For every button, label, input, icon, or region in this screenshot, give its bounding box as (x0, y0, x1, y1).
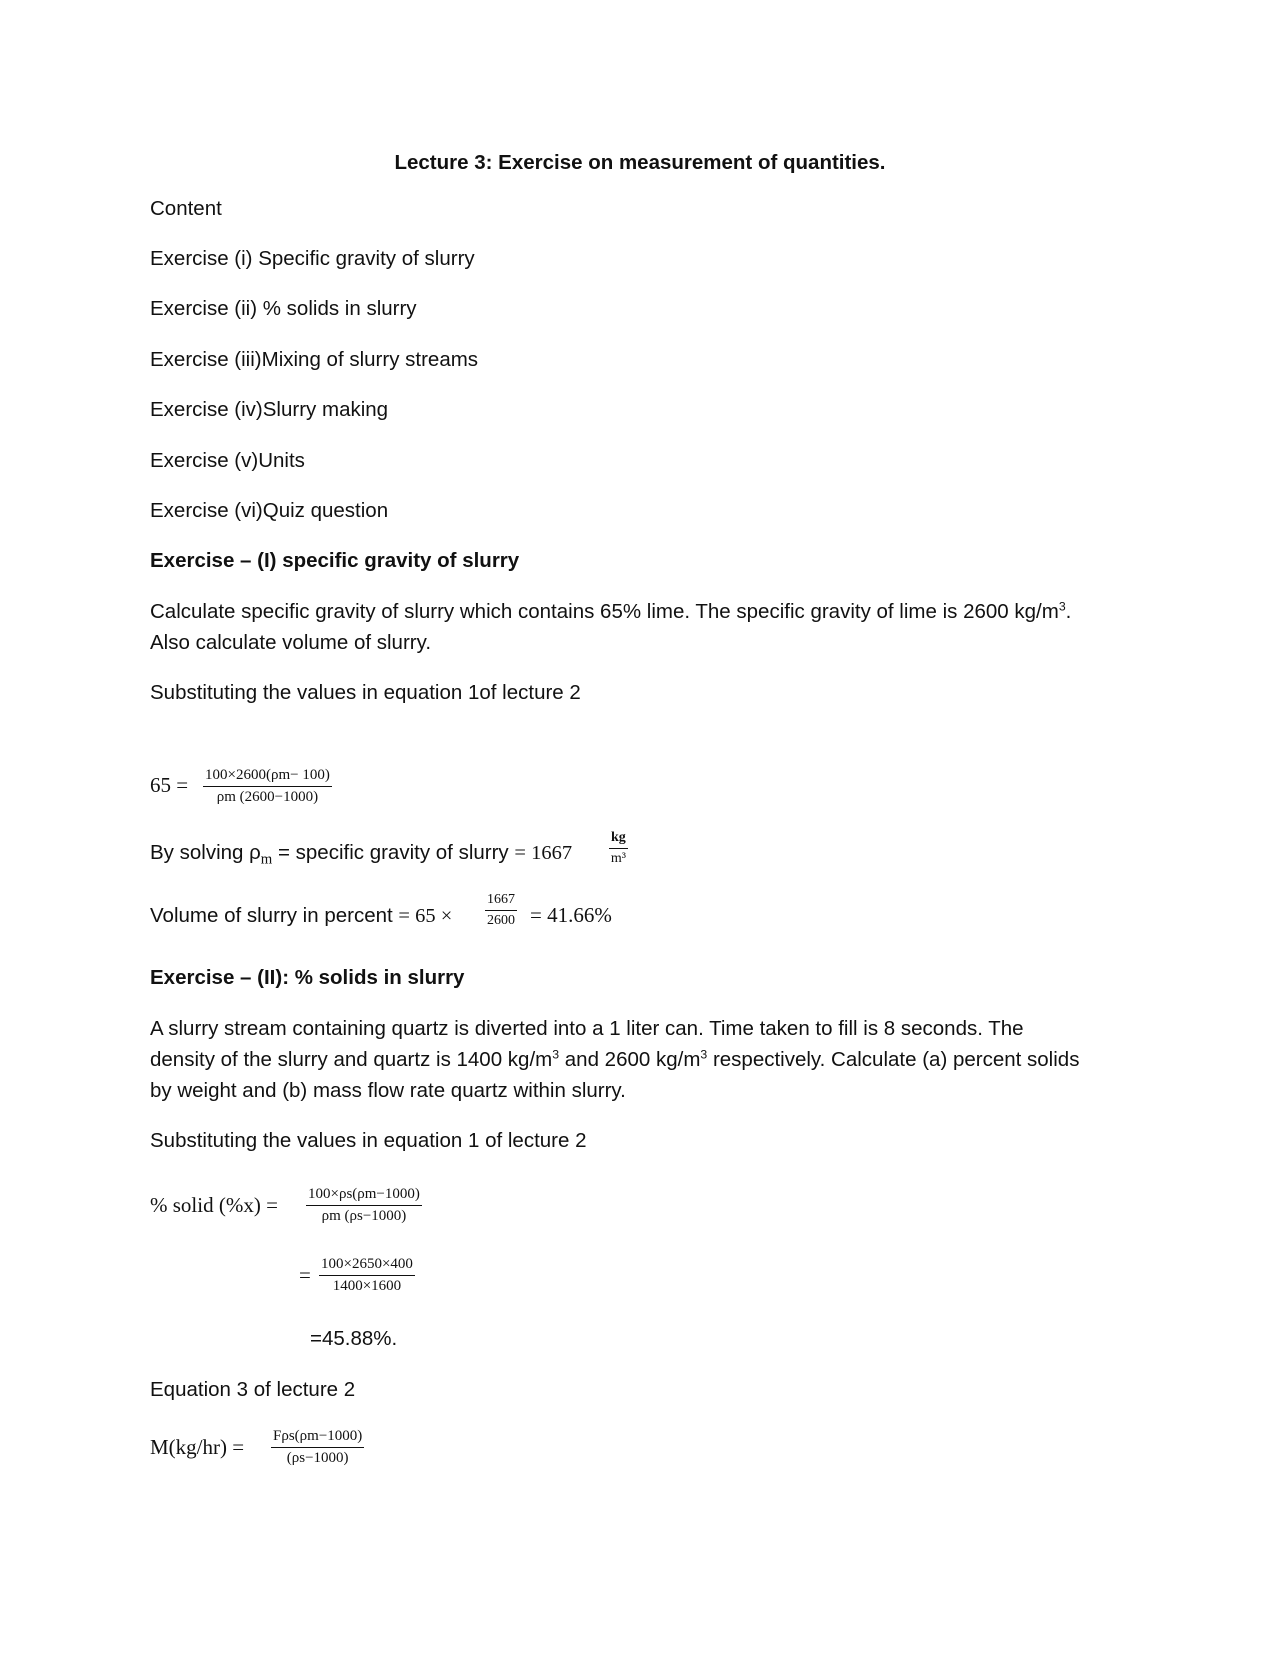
page-title: Lecture 3: Exercise on measurement of quantities. (394, 151, 886, 174)
fraction-numerator: 100×2600(ρm− 100) (203, 767, 332, 787)
exercise-2-equation-2-fraction: $\frac{100\times 2650\times 400}{1400\times 1600}$ (321, 1256, 413, 1294)
exercise-1-equation-fraction (203, 767, 332, 806)
exercise-1-volume-result: = 41.66% (530, 903, 612, 927)
exercise-2-heading: Exercise – (II): % solids in slurry (150, 966, 465, 989)
toc-item-5: Exercise (v)Units (150, 449, 305, 472)
exercise-2-equation-fraction: $\frac{100\times\rho s(\rho m-1000)}{\rho m (\rho s-1000)}$ (308, 1186, 420, 1224)
exercise-2-equation-lhs: % solid (%x) = (150, 1193, 278, 1217)
toc-item-6: Exercise (vi)Quiz question (150, 499, 389, 522)
exercise-2-result: =45.88%. (310, 1327, 398, 1350)
content-heading: Content (150, 197, 222, 220)
exercise-2-equation-3-label: Equation 3 of lecture 2 (150, 1378, 356, 1401)
toc-item-3: Exercise (iii)Mixing of slurry streams (150, 348, 479, 371)
exercise-1-problem-line-2: Also calculate volume of slurry. (150, 631, 432, 654)
exercise-2-problem-line-1: A slurry stream containing quartz is diverted into a 1 liter can. Time taken to fill is 8 seconds. The (150, 1017, 1024, 1040)
toc-item-4: Exercise (iv)Slurry making (150, 398, 389, 421)
exercise-2-equation-2-equals: = (299, 1263, 311, 1287)
mass-flow-equation-fraction: Fρs(ρm−1000) (ρs−1000) (273, 1428, 363, 1466)
exercise-1-unit-fraction: $\frac{kg}{\text{m³}}$ (610, 830, 626, 866)
exercise-2-problem-line-2: density of the slurry and quartz is 1400 $kg/m^3$ and 2600 $kg/m^3$ respectively. Calculate (a) percent solids (150, 1047, 1080, 1071)
fraction-denominator: ρm (2600−1000) (216, 789, 319, 805)
exercise-1-volume-fraction: $\frac{1667}{2600}$ (487, 892, 515, 928)
toc-item-2: Exercise (ii) % solids in slurry (150, 297, 417, 320)
exercise-1-substitute-text: Substituting the values in equation 1of lecture 2 (150, 681, 581, 704)
mass-flow-equation-lhs: M(kg/hr) = (150, 1435, 245, 1459)
toc-item-1: Exercise (i) Specific gravity of slurry (150, 247, 475, 270)
exercise-1-equation-lhs: 65 = (150, 773, 189, 797)
exercise-1-solve-line: By solving $\rho_m$ = specific gravity of slurry = 1667 (150, 841, 573, 868)
exercise-1-heading: Exercise – (I) specific gravity of slurry (150, 549, 520, 572)
exercise-1-volume-line: Volume of slurry in percent = 65 × (150, 904, 453, 927)
exercise-1-problem-line-1: Calculate specific gravity of slurry which contains 65% lime. The specific gravity of lime is 2600 $kg/m^3$. (150, 599, 1072, 623)
exercise-2-substitute-text: Substituting the values in equation 1 of lecture 2 (150, 1129, 587, 1152)
exercise-2-problem-line-3: by weight and (b) mass flow rate quartz within slurry. (150, 1079, 626, 1102)
